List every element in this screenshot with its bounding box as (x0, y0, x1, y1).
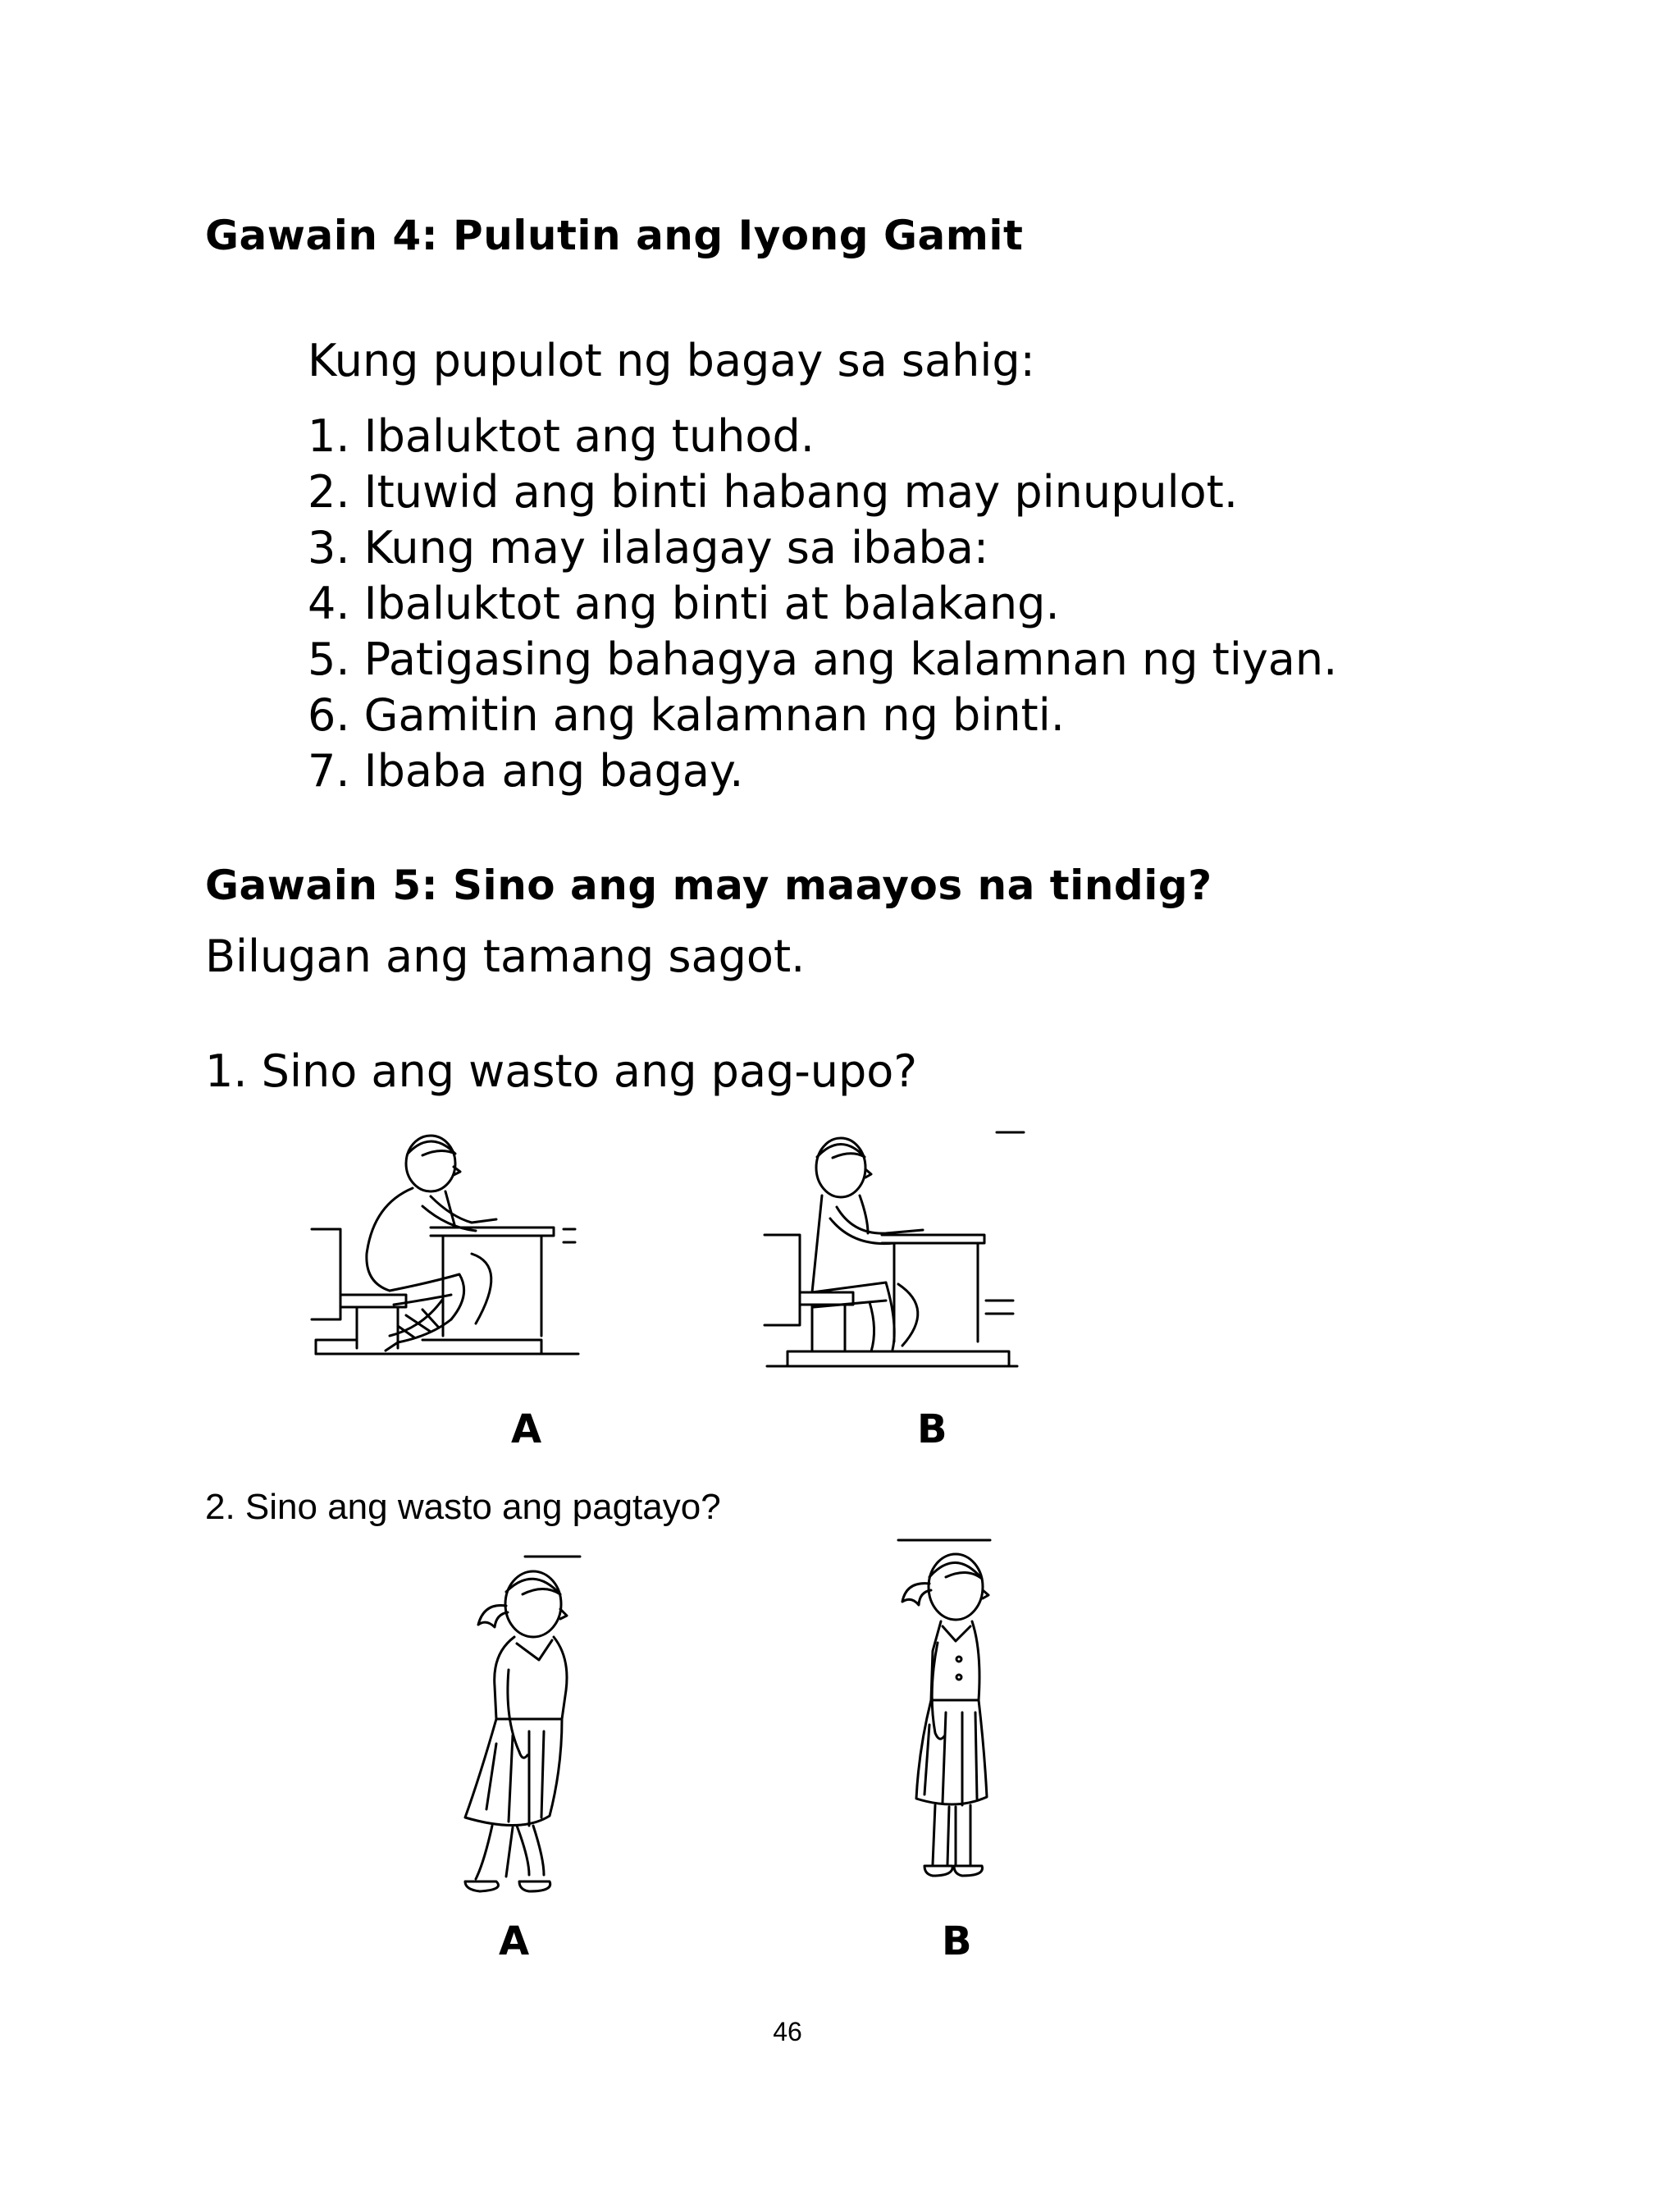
question-1-text: 1. Sino ang wasto ang pag-upo? (205, 1045, 918, 1097)
slouched-standing-illustration[interactable] (447, 1555, 595, 1900)
upright-standing-illustration[interactable] (890, 1536, 1013, 1889)
step-item: 6. Gamitin ang kalamnan ng binti. (308, 689, 1065, 741)
activity4-steps (308, 409, 1337, 799)
q1-option-b-label[interactable]: B (917, 1406, 947, 1452)
question-2-text: 2. Sino ang wasto ang pagtayo? (205, 1487, 721, 1527)
step-item: 3. Kung may ilalagay sa ibaba: (308, 522, 989, 574)
step-item: 2. Ituwid ang binti habang may pinupulot. (308, 466, 1238, 518)
step-item: 5. Patigasing bahagya ang kalamnan ng tiyan. (308, 633, 1338, 685)
q2-option-b-label[interactable]: B (942, 1918, 972, 1964)
page-number: 46 (773, 2017, 802, 2046)
activity5-instruction: Bilugan ang tamang sagot. (205, 930, 806, 982)
activity5-title: Gawain 5: Sino ang may maayos na tindig? (205, 862, 1212, 909)
step-item: 4. Ibaluktot ang binti at balakang. (308, 578, 1060, 629)
q2-option-a-label[interactable]: A (499, 1918, 530, 1964)
upright-sitting-illustration[interactable] (763, 1128, 1034, 1383)
slouched-sitting-illustration[interactable] (308, 1131, 587, 1377)
step-item: 1. Ibaluktot ang tuhod. (308, 410, 815, 462)
q1-option-a-label[interactable]: A (511, 1406, 542, 1452)
activity4-title: Gawain 4: Pulutin ang Iyong Gamit (205, 212, 1024, 259)
step-item: 7. Ibaba ang bagay. (308, 745, 744, 797)
activity4-intro: Kung pupulot ng bagay sa sahig: (308, 335, 1035, 386)
